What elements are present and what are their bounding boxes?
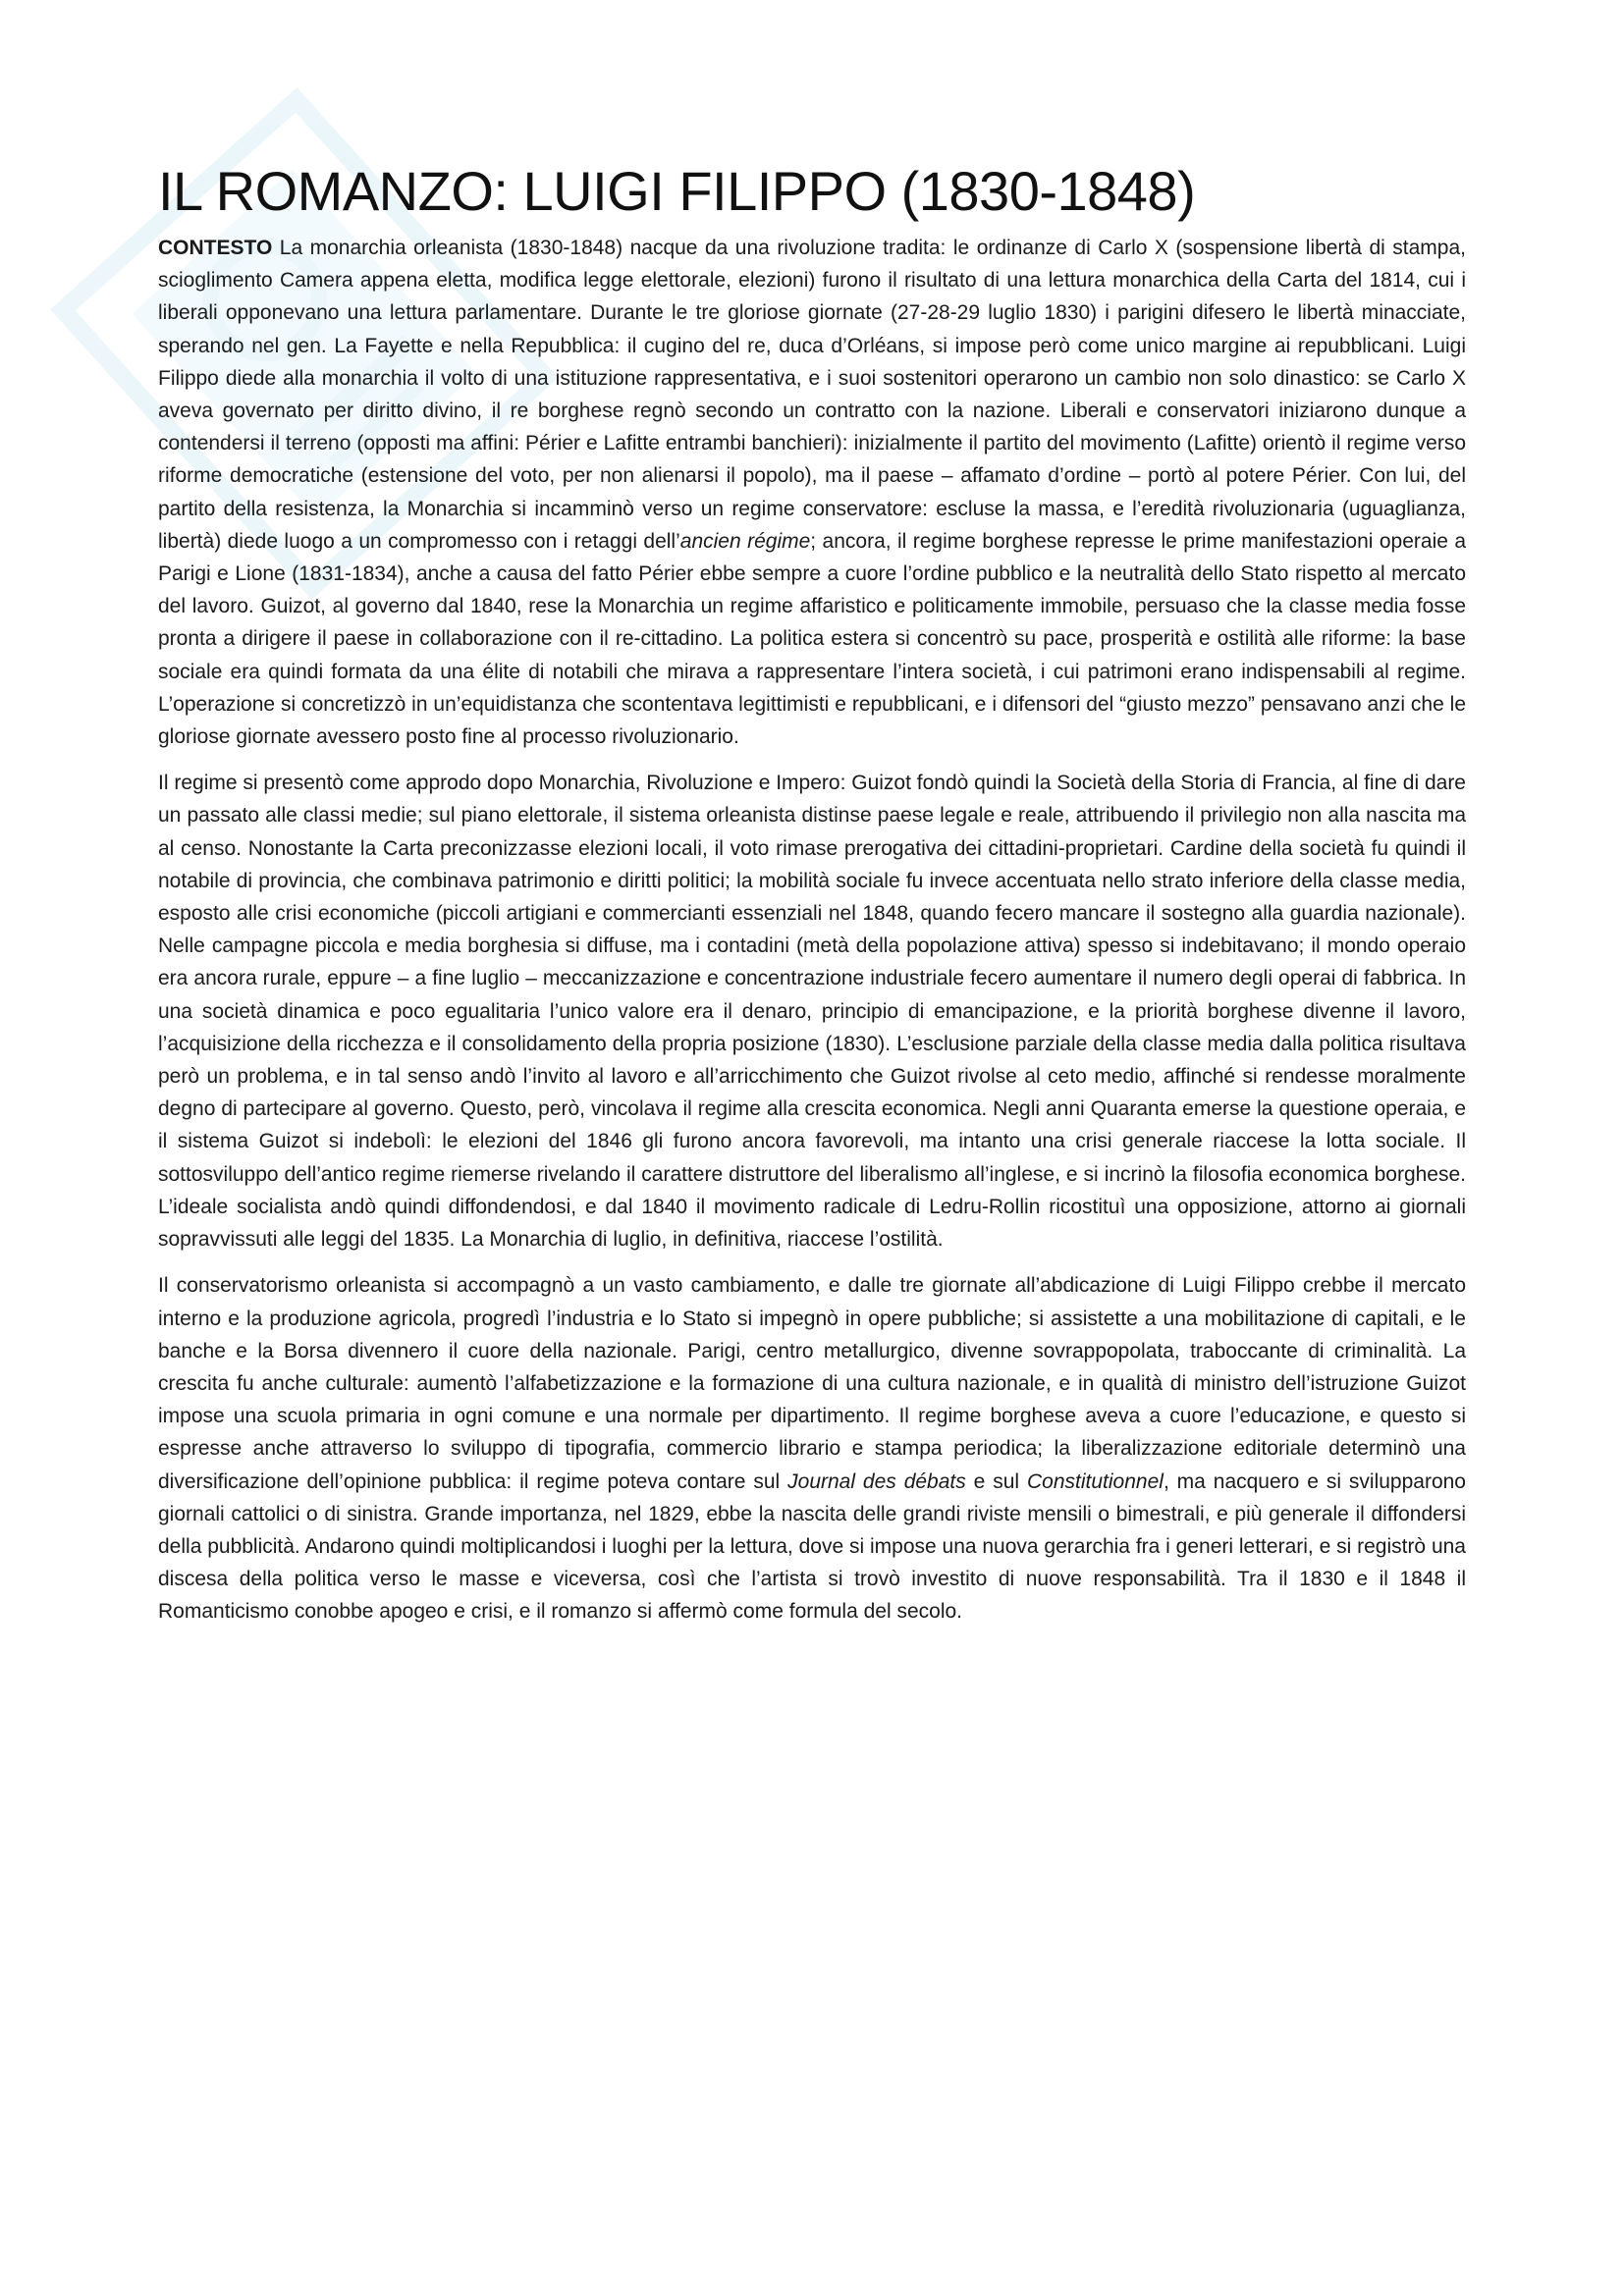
paragraph-culture bbox=[158, 1269, 1466, 1628]
paragraph-text: Il conservatorismo orleanista si accompagnò a un vasto cambiamento, e dalle tre giornate all’abdicazione di Luigi Filippo crebbe il mercato interno e la produzione agricola, progredì l’industria e lo Stato si impegnò in opere pubbliche; si assistette a una mobilitazione di capitali, e le banche e la Borsa divennero il cuore della nazionale. Parigi, centro metallurgico, divenne sovrappopolata, traboccante di criminalità. La crescita fu anche culturale: aumentò l’alfabetizzazione e la formazione di una cultura nazionale, e in qualità di ministro dell’istruzione Guizot impose una scuola primaria in ogni comune e una normale per dipartimento. Il regime borghese aveva a cuore l’educazione, e questo si espresse anche attraverso lo sviluppo di tipografia, commercio librario e stampa periodica; la liberalizzazione editoriale determinò una diversificazione dell’opinione pubblica: il regime poteva contare sul bbox=[158, 1274, 1466, 1493]
italic-term: ancien régime bbox=[679, 529, 811, 553]
paragraph-context bbox=[158, 232, 1466, 753]
document-body bbox=[158, 157, 1466, 1642]
paragraph-text: La monarchia orleanista (1830-1848) nacque da una rivoluzione tradita: le ordinanze di Carlo X (sospensione libertà di stampa, scioglimento Camera appena eletta, modifica legge elettorale, elezioni) furono il risultato di una lettura monarchica della Carta del 1814, cui i liberali opponevano una lettura parlamentare. Durante le tre gloriose giornate (27-28-29 luglio 1830) i parigini difesero le libertà minacciate, sperando nel gen. La Fayette e nella Repubblica: il cugino del re, duca d’Orléans, si impose però come unico margine ai repubblicani. Luigi Filippo diede alla monarchia il volto di una istituzione rappresentativa, e i suoi sostenitori operarono un cambio non solo dinastico: se Carlo X aveva governato per diritto divino, il re borghese regnò secondo un contratto con la nazione. Liberali e conservatori iniziarono dunque a contendersi il terreno (opposti ma affini: Périer e Lafitte entrambi banchieri): inizialmente il partito del movimento (Lafitte) orientò il regime verso riforme democratiche (estensione del voto, per non alienarsi il popolo), ma il paese – affamato d’ordine – portò al potere Périer. Con lui, del partito della resistenza, la Monarchia si incamminò verso un regime conservatore: escluse la massa, e l’eredità rivoluzionaria (uguaglianza, libertà) diede luogo a un compromesso con i retaggi dell’ bbox=[158, 237, 1466, 553]
paragraph-text: e sul bbox=[965, 1469, 1028, 1493]
paragraph-text: ; ancora, il regime borghese represse le prime manifestazioni operaie a Parigi e Lione (1831-1834), anche a causa del fatto Périer ebbe sempre a cuore l’ordine pubblico e la neutralità dello Stato rispetto al mercato del lavoro. Guizot, al governo dal 1840, rese la Monarchia un regime affaristico e politicamente immobile, persuaso che la classe media fosse pronta a dirigere il paese in collaborazione con il re-cittadino. La politica estera si concentrò su pace, prosperità e ostilità alle riforme: la base sociale era quindi formata da una élite di notabili che mirava a rappresentare l’intera società, i cui patrimoni erano indispensabili al regime. L’operazione si concretizzò in un’equidistanza che scontentava legittimisti e repubblicani, e i difensori del “giusto mezzo” pensavano anzi che le gloriose giornate avessero posto fine al processo rivoluzionario. bbox=[158, 529, 1467, 749]
italic-title: Journal des débats bbox=[787, 1469, 966, 1493]
italic-title: Constitutionnel bbox=[1027, 1469, 1164, 1493]
document-title: IL ROMANZO: LUIGI FILIPPO (1830-1848) bbox=[158, 160, 1196, 222]
paragraph-text: , ma nacquero e si svilupparono giornali cattolici o di sinistra. Grande importanza, nel 1829, ebbe la nascita delle grandi riviste mensili o bimestrali, e più generale il diffondersi della pubblicità. Andarono quindi moltiplicandosi i luoghi per la lettura, dove si impose una nuova gerarchia fra i generi letterari, e si registrò una discesa della politica verso le masse e viceversa, così che l’artista si trovò investito di nuove responsabilità. Tra il 1830 e il 1848 il Romanticismo conobbe apogeo e crisi, e il romanzo si affermò come formula del secolo. bbox=[158, 1469, 1466, 1624]
paragraph-lead: CONTESTO bbox=[158, 237, 273, 259]
paragraph-society: Il regime si presentò come approdo dopo Monarchia, Rivoluzione e Impero: Guizot fondò quindi la Società della Storia di Francia, al fine di dare un passato alle classi medie; sul piano elettorale, il sistema orleanista distinse paese legale e reale, attribuendo il privilegio non alla nascita ma al censo. Nonostante la Carta preconizzasse elezioni locali, il voto rimase prerogativa dei cittadini-proprietari. Cardine della società fu quindi il notabile di provincia, che combinava patrimonio e diritti politici; la mobilità sociale fu invece accentuata nello strato inferiore della classe media, esposto alle crisi economiche (piccoli artigiani e commercianti essenziali nel 1848, quando fecero mancare il sostegno alla guardia nazionale). Nelle campagne piccola e media borghesia si diffuse, ma i contadini (metà della popolazione attiva) spesso si indebitavano; il mondo operaio era ancora rurale, eppure – a fine luglio – meccanizzazione e concentrazione industriale fecero aumentare il numero degli operai di fabbrica. In una società dinamica e poco egualitaria l’unico valore era il denaro, principio di emancipazione, e la priorità borghese divenne il lavoro, l’acquisizione della ricchezza e il consolidamento della propria posizione (1830). L’esclusione parziale della classe media dalla politica risultava però un problema, e in tal senso andò l’invito al lavoro e all’arricchimento che Guizot rivolse al ceto medio, affinché si rendesse moralmente degno di partecipare al governo. Questo, però, vincolava il regime alla crescita economica. Negli anni Quaranta emerse la questione operaia, e il sistema Guizot si indebolì: le elezioni del 1846 gli furono ancora favorevoli, ma intanto una crisi generale riaccese la lotta sociale. Il sottosviluppo dell’antico regime riemerse rivelando il carattere distruttore del liberalismo all’inglese, e si incrinò la filosofia economica borghese. L’ideale socialista andò quindi diffondendosi, e dal 1840 il movimento radicale di Ledru-Rollin ricostituì una opposizione, attorno ai giornali sopravvissuti alle leggi del 1835. La Monarchia di luglio, in definitiva, riaccese l’ostilità. bbox=[158, 772, 1466, 1252]
